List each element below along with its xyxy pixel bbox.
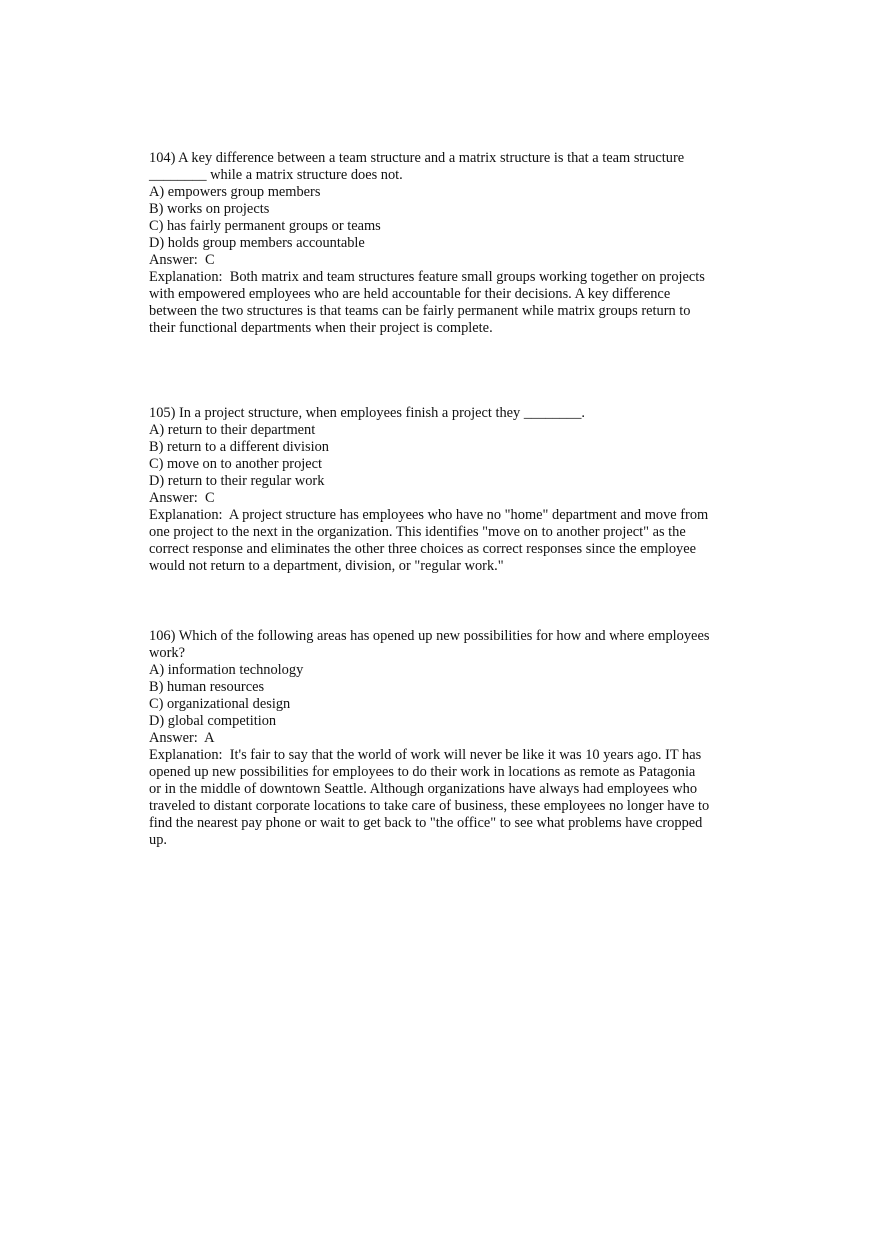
answer-option-a: A) return to their department	[149, 422, 316, 438]
explanation-line: Explanation: It's fair to say that the world of work will never be like it was 10 years ago. IT has	[149, 747, 702, 763]
answer-option-b: B) works on projects	[149, 201, 270, 217]
explanation-line: would not return to a department, division, or "regular work."	[149, 558, 504, 574]
explanation-line: traveled to distant corporate locations to take care of business, these employees no longer have to	[149, 798, 710, 814]
answer-key: Answer: A	[149, 730, 215, 746]
explanation-line: between the two structures is that teams can be fairly permanent while matrix groups return to	[149, 303, 691, 319]
question-106	[149, 628, 749, 849]
answer-option-c: C) has fairly permanent groups or teams	[149, 218, 381, 234]
answer-option-b: B) human resources	[149, 679, 265, 695]
answer-option-b: B) return to a different division	[149, 439, 329, 455]
answer-option-d: D) return to their regular work	[149, 473, 325, 489]
question-105	[149, 405, 749, 575]
question-104	[149, 150, 749, 337]
answer-option-a: A) empowers group members	[149, 184, 321, 200]
answer-option-d: D) global competition	[149, 713, 277, 729]
question-prompt-line: ________ while a matrix structure does not.	[149, 167, 403, 183]
answer-key: Answer: C	[149, 252, 215, 268]
explanation-line: with empowered employees who are held accountable for their decisions. A key difference	[149, 286, 671, 302]
answer-option-c: C) move on to another project	[149, 456, 323, 472]
explanation-line: up.	[149, 832, 167, 848]
question-prompt-line: 106) Which of the following areas has opened up new possibilities for how and where employees	[149, 628, 710, 644]
explanation-line: one project to the next in the organization. This identifies "move on to another project" as the	[149, 524, 686, 540]
explanation-line: Explanation: A project structure has employees who have no "home" department and move from	[149, 507, 709, 523]
answer-key: Answer: C	[149, 490, 215, 506]
question-prompt-line: work?	[149, 645, 185, 661]
explanation-line: opened up new possibilities for employees to do their work in locations as remote as Patagonia	[149, 764, 696, 780]
explanation-line: or in the middle of downtown Seattle. Although organizations have always had employees who	[149, 781, 698, 797]
answer-option-d: D) holds group members accountable	[149, 235, 365, 251]
explanation-line: correct response and eliminates the other three choices as correct responses since the employee	[149, 541, 697, 557]
answer-option-a: A) information technology	[149, 662, 304, 678]
explanation-line: Explanation: Both matrix and team structures feature small groups working together on projects	[149, 269, 705, 285]
explanation-line: find the nearest pay phone or wait to get back to "the office" to see what problems have cropped	[149, 815, 703, 831]
question-prompt-line: 104) A key difference between a team structure and a matrix structure is that a team structure	[149, 150, 685, 166]
answer-option-c: C) organizational design	[149, 696, 291, 712]
question-prompt-line: 105) In a project structure, when employees finish a project they ________.	[149, 405, 585, 421]
explanation-line: their functional departments when their project is complete.	[149, 320, 493, 336]
